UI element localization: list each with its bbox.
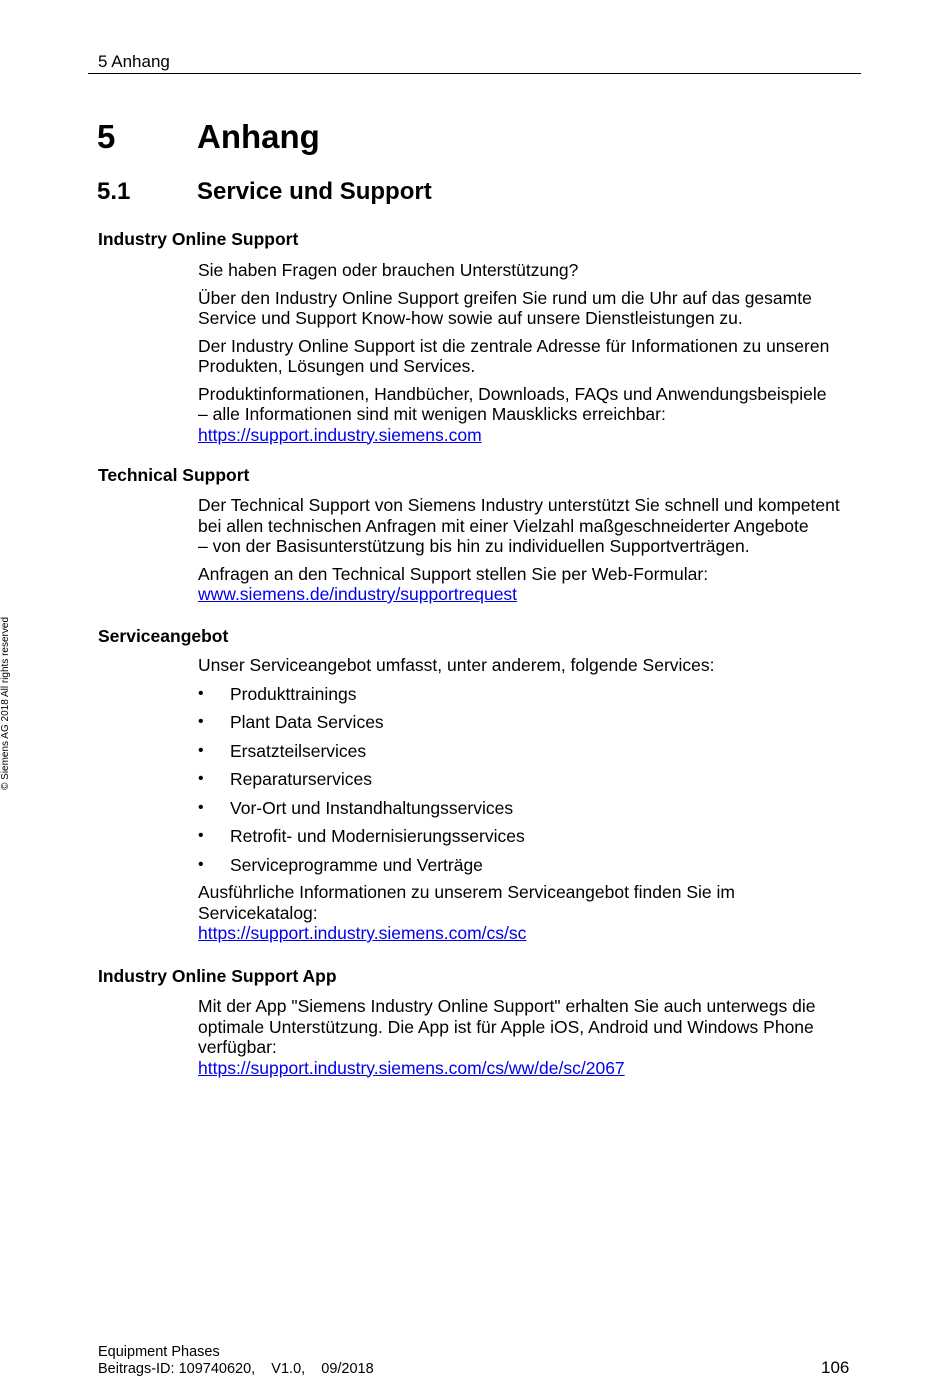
chapter-title: Anhang [197, 118, 320, 155]
technical-support-p1 [198, 495, 858, 557]
section-heading [97, 178, 432, 206]
online-support-p1: Sie haben Fragen oder brauchen Unterstützung? [198, 260, 579, 280]
app-p1 [198, 996, 858, 1078]
list-item [198, 769, 858, 798]
bullet: • [198, 798, 204, 816]
service-list [198, 684, 858, 883]
online-support-p2: Über den Industry Online Support greifen Sie rund um die Uhr auf das gesamte Service und Support Know-how sowie auf unsere Dienstleistungen zu. [198, 287, 812, 328]
technical-support-link[interactable]: www.siemens.de/industry/supportrequest [198, 584, 518, 604]
chapter-heading [97, 118, 320, 156]
app-p1-line3: verfügbar: [198, 1037, 277, 1057]
online-support-p4 [198, 384, 858, 446]
online-support-p3: Der Industry Online Support ist die zentrale Adresse für Informationen zu unseren Produkten, Lösungen und Services. [198, 335, 830, 376]
list-item [198, 684, 858, 713]
list-item-label: Reparaturservices [230, 769, 372, 790]
list-item [198, 798, 858, 827]
service-offer-outro-line1: Ausführliche Informationen zu unserem Serviceangebot finden Sie im [198, 882, 735, 903]
list-item [198, 741, 858, 770]
app-link[interactable]: https://support.industry.siemens.com/cs/ww/de/sc/2067 [198, 1057, 625, 1078]
list-item-label: Plant Data Services [230, 712, 384, 733]
footer-doc-id: Beitrags-ID: 109740620, V1.0, 09/2018 [98, 1361, 374, 1377]
bullet: • [198, 713, 204, 731]
app-p1-line2: optimale Unterstützung. Die App ist für Apple iOS, Android und Windows Phone [198, 1016, 814, 1037]
technical-support-p1-line1: Der Technical Support von Siemens Industry unterstützt Sie schnell und kompetent [198, 495, 840, 515]
copyright-notice: © Siemens AG 2018 All rights reserved [0, 616, 11, 790]
list-item [198, 855, 858, 882]
technical-support-p1-line2: bei allen technischen Anfragen mit einer Vielzahl maßgeschneiderter Angebote [198, 515, 809, 536]
list-item-label: Serviceprogramme und Verträge [230, 855, 483, 876]
page-number: 106 [821, 1358, 850, 1377]
app-body [198, 996, 858, 1085]
heading-technical-support: Technical Support [98, 465, 250, 485]
online-support-body [198, 260, 858, 452]
heading-service-offer: Serviceangebot [98, 626, 229, 646]
list-item [198, 712, 858, 741]
online-support-link[interactable]: https://support.industry.siemens.com [198, 424, 482, 445]
online-support-p4-line1: Produktinformationen, Handbücher, Downloads, FAQs und Anwendungsbeispiele [198, 383, 827, 404]
bullet: • [198, 684, 204, 702]
list-item-label: Produkttrainings [230, 683, 357, 704]
header-rule [88, 73, 861, 74]
technical-support-p2-text: Anfragen an den Technical Support stellen Sie per Web-Formular: [198, 563, 709, 584]
app-p1-line1: Mit der App "Siemens Industry Online Support" erhalten Sie auch unterwegs die [198, 996, 816, 1016]
service-offer-outro-line2: Servicekatalog: [198, 902, 318, 923]
footer-doc-title: Equipment Phases [98, 1344, 220, 1360]
heading-online-support: Industry Online Support [98, 229, 299, 249]
heading-app: Industry Online Support App [98, 966, 337, 986]
section-title: Service und Support [197, 178, 432, 205]
bullet: • [198, 856, 204, 874]
bullet: • [198, 770, 204, 788]
online-support-p4-line2: – alle Informationen sind mit wenigen Mausklicks erreichbar: [198, 404, 666, 424]
service-offer-outro [198, 882, 858, 944]
technical-support-p2 [198, 564, 858, 605]
list-item-label: Ersatzteilservices [230, 740, 367, 761]
running-header: 5 Anhang [98, 52, 170, 71]
service-offer-intro: Unser Serviceangebot umfasst, unter anderem, folgende Services: [198, 655, 715, 675]
list-item-label: Vor-Ort und Instandhaltungsservices [230, 797, 514, 818]
service-catalog-link[interactable]: https://support.industry.siemens.com/cs/sc [198, 923, 527, 944]
technical-support-p1-line3: – von der Basisunterstützung bis hin zu individuellen Supportverträgen. [198, 536, 750, 556]
bullet: • [198, 827, 204, 845]
service-offer-body [198, 655, 858, 951]
list-item-label: Retrofit- und Modernisierungsservices [230, 826, 525, 847]
section-number: 5.1 [97, 178, 131, 205]
bullet: • [198, 741, 204, 759]
technical-support-body [198, 495, 858, 612]
chapter-number: 5 [97, 118, 116, 155]
list-item [198, 826, 858, 855]
